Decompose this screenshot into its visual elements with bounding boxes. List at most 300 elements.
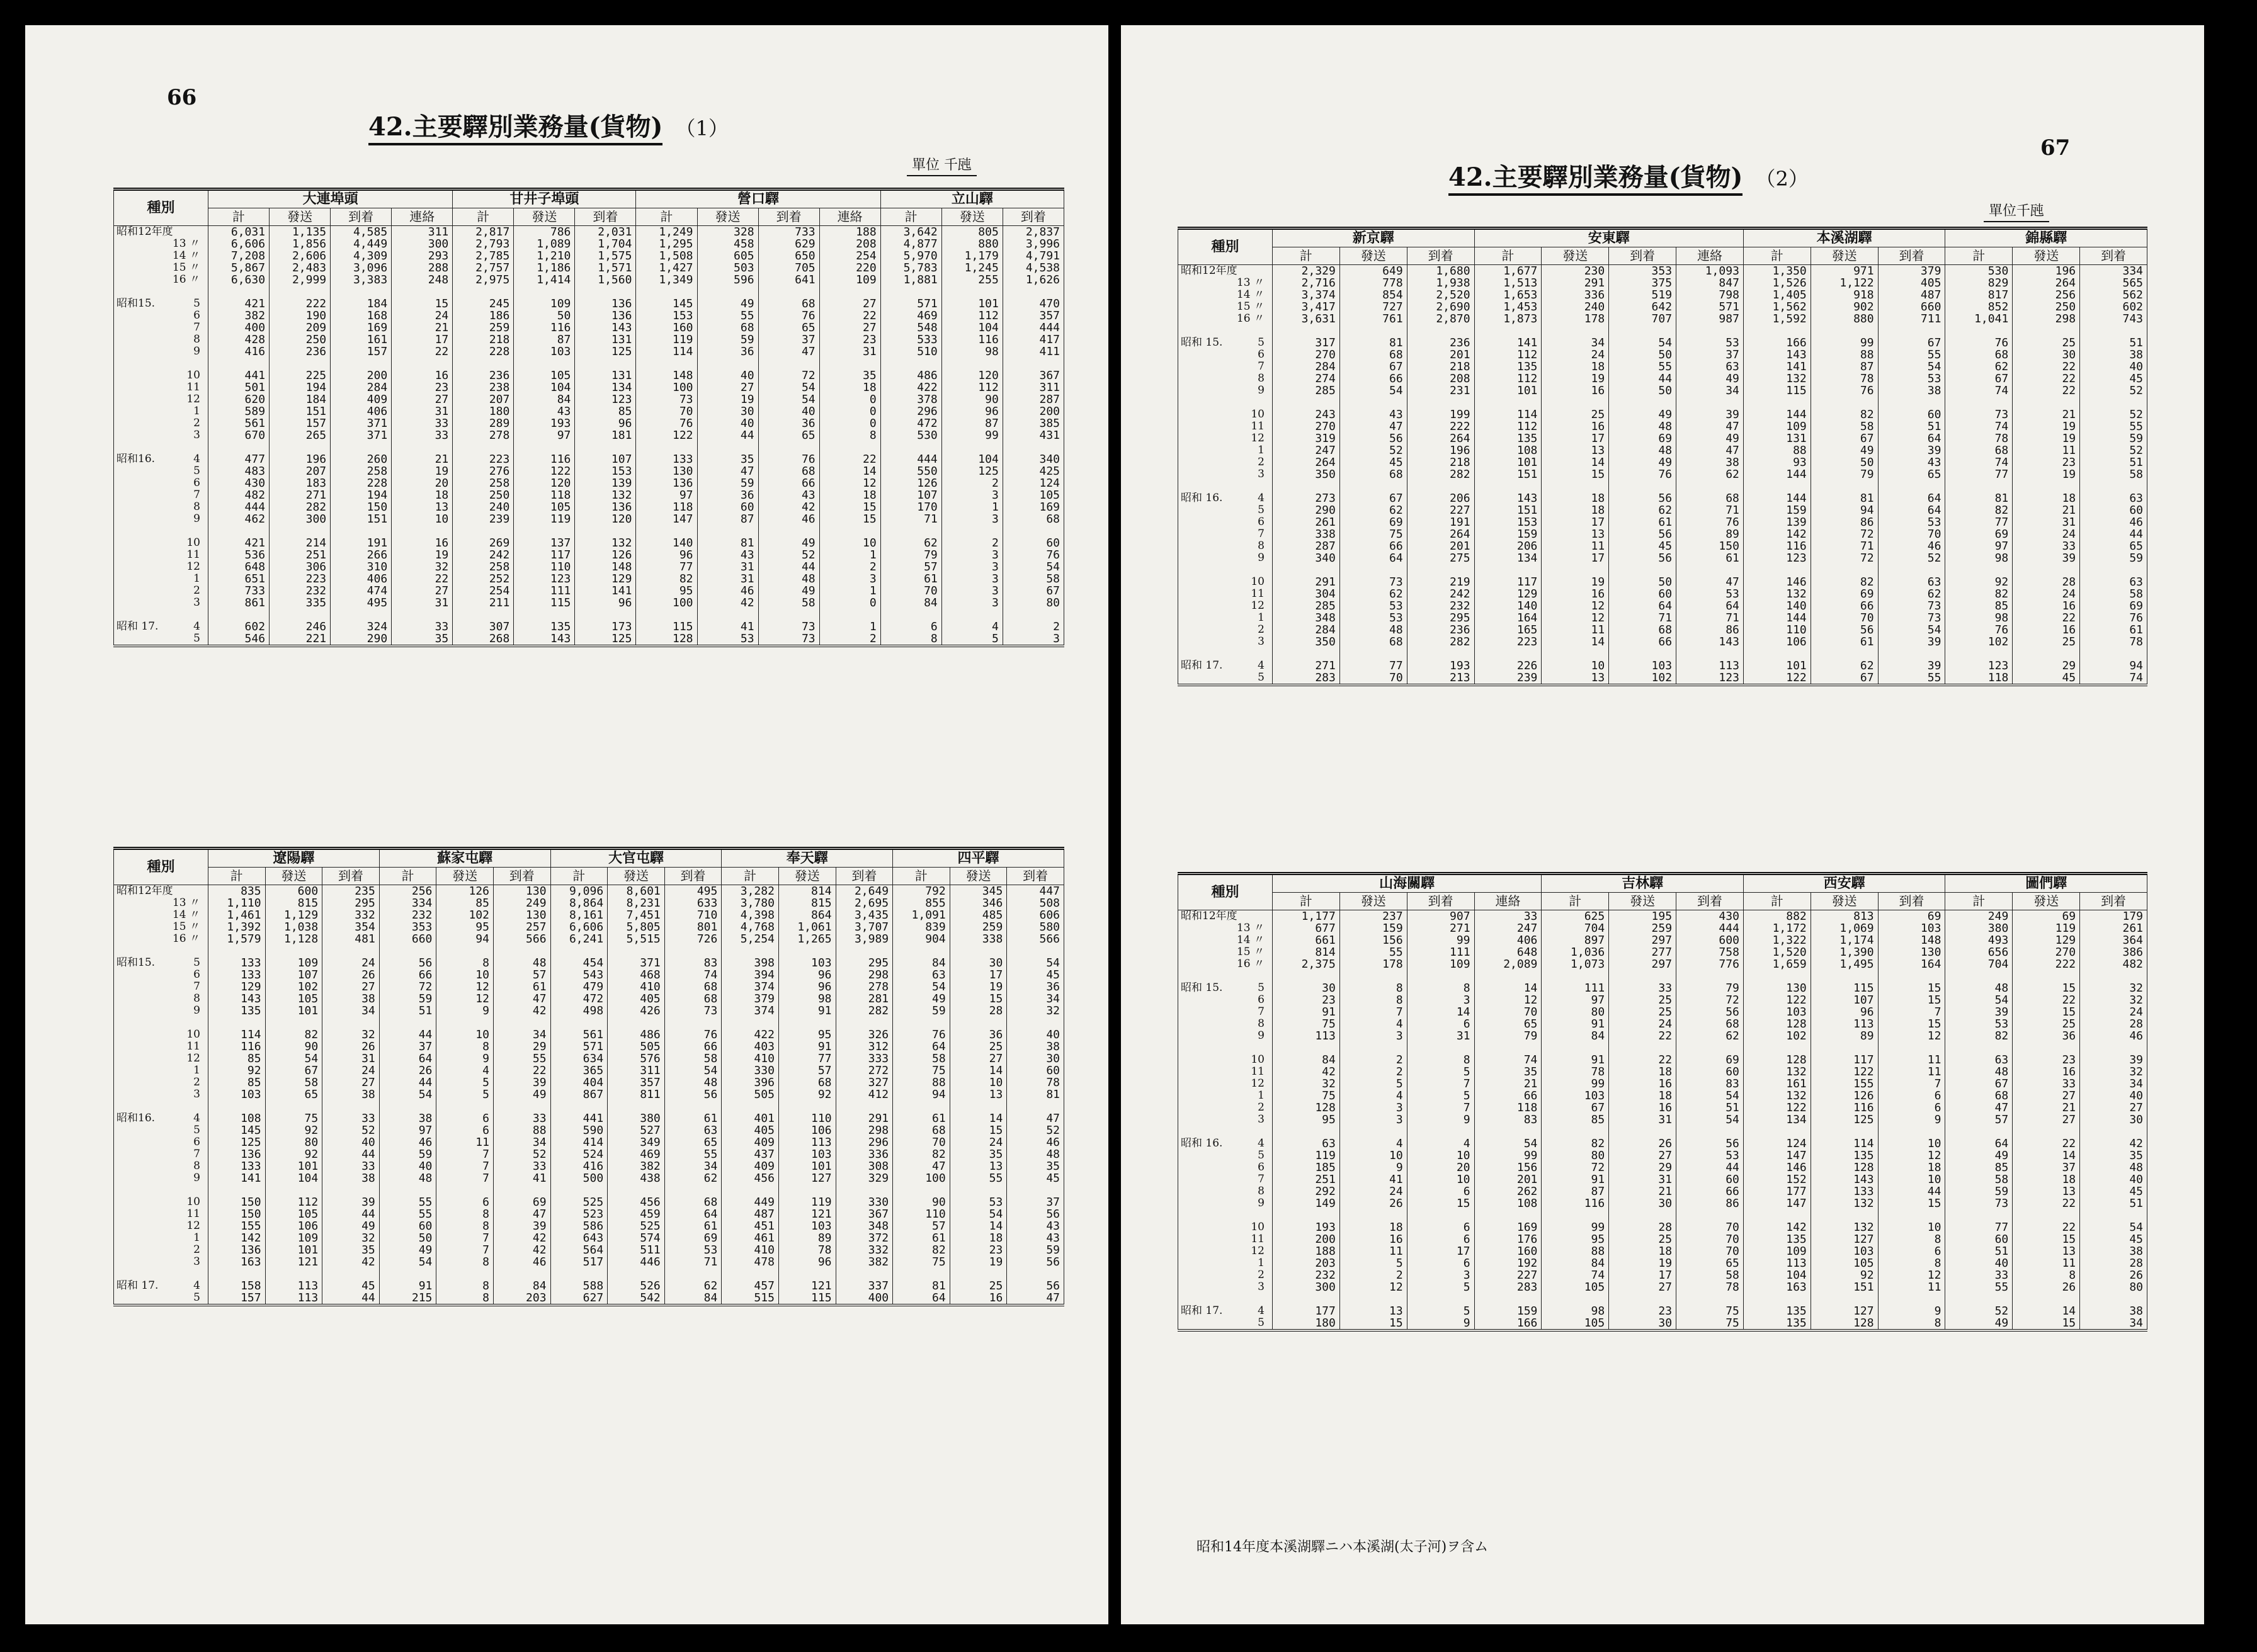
column-header: 發送 [270, 208, 331, 226]
value-cell: 1,038 [265, 921, 322, 933]
value-cell: 185 [1273, 1162, 1340, 1174]
value-cell: 170 [880, 501, 941, 513]
value-cell: 77 [1945, 468, 2013, 480]
value-cell: 46 [2080, 516, 2147, 528]
value-cell: 472 [880, 417, 941, 429]
empty-cell [836, 1100, 893, 1112]
value-cell: 99 [941, 429, 1003, 441]
column-header: 發送 [436, 868, 494, 885]
value-cell: 72 [379, 981, 436, 993]
value-cell: 27 [2013, 1114, 2080, 1126]
value-cell: 156 [1474, 1162, 1542, 1174]
value-cell: 47 [1676, 576, 1744, 588]
value-cell: 550 [880, 465, 941, 477]
month-label: 7 [1258, 1006, 1265, 1018]
value-cell: 1,350 [1743, 265, 1811, 278]
value-cell: 40 [1945, 1257, 2013, 1269]
value-cell: 105 [1811, 1257, 1878, 1269]
value-cell: 120 [514, 477, 575, 489]
value-cell: 32 [322, 1232, 380, 1244]
value-cell: 28 [1609, 1221, 1676, 1233]
value-cell: 119 [514, 513, 575, 525]
value-cell: 24 [322, 1065, 380, 1077]
value-cell: 3 [1407, 1269, 1474, 1281]
value-cell: 2 [819, 561, 880, 573]
value-cell: 62 [1945, 361, 2013, 373]
value-cell: 43 [1339, 409, 1407, 421]
empty-cell [1542, 1293, 1609, 1305]
value-cell: 458 [697, 238, 758, 250]
value-cell: 76 [1609, 468, 1676, 480]
value-cell: 116 [1811, 1102, 1878, 1114]
value-cell: 33 [1945, 1269, 2013, 1281]
value-cell: 141 [1743, 361, 1811, 373]
empty-cell [1003, 358, 1064, 370]
empty-cell [550, 1184, 608, 1196]
value-cell: 600 [265, 885, 322, 898]
value-cell: 5,970 [880, 250, 941, 262]
value-cell: 50 [1609, 385, 1676, 397]
value-cell: 17 [1542, 516, 1609, 528]
value-cell: 114 [208, 1029, 266, 1041]
value-cell: 109 [265, 1232, 322, 1244]
table-row [1178, 385, 2147, 397]
empty-cell [265, 1100, 322, 1112]
empty-cell [1273, 480, 1340, 492]
value-cell: 56 [1609, 552, 1676, 564]
value-cell: 133 [208, 1160, 266, 1172]
period-label [1178, 1054, 1273, 1066]
empty-cell [1878, 397, 1945, 409]
empty-cell [950, 1184, 1007, 1196]
value-cell: 22 [819, 310, 880, 322]
value-cell: 191 [1407, 516, 1474, 528]
value-cell: 24 [1542, 349, 1609, 361]
value-cell: 311 [392, 226, 453, 239]
empty-cell [270, 441, 331, 453]
value-cell: 1,349 [636, 274, 697, 286]
value-cell: 21 [2013, 504, 2080, 516]
month-label: 8 [1258, 373, 1265, 385]
value-cell: 222 [270, 298, 331, 310]
value-cell: 124 [1743, 1138, 1811, 1150]
value-cell: 410 [722, 1244, 779, 1256]
value-cell: 80 [265, 1136, 322, 1148]
value-cell: 375 [1609, 277, 1676, 289]
value-cell: 58 [2080, 468, 2147, 480]
value-cell: 1,245 [941, 262, 1003, 274]
value-cell: 64 [1609, 600, 1676, 612]
value-cell: 44 [758, 561, 819, 573]
value-cell: 29 [2013, 660, 2080, 672]
value-cell: 91 [778, 1005, 836, 1017]
value-cell: 16 [1339, 1233, 1407, 1245]
month-label: 16 〃 [1236, 958, 1265, 970]
empty-cell [1273, 1042, 1340, 1054]
value-cell: 84 [893, 957, 950, 969]
value-cell: 517 [550, 1256, 608, 1268]
column-header: 到着 [322, 868, 380, 885]
value-cell: 42 [493, 1244, 550, 1256]
table-row [1178, 934, 2147, 946]
empty-cell [1407, 1209, 1474, 1221]
value-cell: 33 [2013, 540, 2080, 552]
value-cell: 105 [1542, 1281, 1609, 1293]
row-header: 種別 [1178, 874, 1273, 910]
value-cell: 91 [1542, 1174, 1609, 1185]
value-cell: 51 [379, 1005, 436, 1017]
spacer-row [114, 286, 1064, 298]
empty-cell [1474, 970, 1542, 982]
value-cell: 525 [550, 1196, 608, 1208]
value-cell: 108 [208, 1112, 266, 1124]
value-cell: 32 [392, 561, 453, 573]
value-cell: 34 [1007, 993, 1064, 1005]
value-cell: 411 [1003, 346, 1064, 358]
empty-cell [1878, 1293, 1945, 1305]
value-cell: 7 [436, 1244, 494, 1256]
value-cell: 107 [1811, 994, 1878, 1006]
value-cell: 104 [265, 1172, 322, 1184]
value-cell: 76 [1811, 385, 1878, 397]
value-cell: 35 [1007, 1160, 1064, 1172]
value-cell: 44 [1609, 373, 1676, 385]
value-cell: 649 [1339, 265, 1407, 278]
value-cell: 61 [664, 1112, 722, 1124]
value-cell: 80 [1542, 1150, 1609, 1162]
empty-cell [1878, 1126, 1945, 1138]
era-label: 昭和 17. [117, 621, 159, 633]
value-cell: 2,690 [1407, 301, 1474, 313]
value-cell: 297 [1609, 958, 1676, 970]
value-cell: 73 [1945, 1197, 2013, 1209]
value-cell: 51 [2080, 456, 2147, 468]
value-cell: 2,329 [1273, 265, 1340, 278]
value-cell: 26 [322, 969, 380, 981]
value-cell: 324 [331, 621, 392, 633]
value-cell: 33 [322, 1112, 380, 1124]
value-cell: 15 [2013, 1233, 2080, 1245]
empty-cell [893, 1017, 950, 1029]
column-header: 發送 [265, 868, 322, 885]
table-row [1178, 1090, 2147, 1102]
empty-cell [2013, 648, 2080, 660]
value-cell: 306 [270, 561, 331, 573]
value-cell: 237 [1339, 910, 1407, 923]
month-label: 1 [193, 1232, 200, 1244]
value-cell: 265 [270, 429, 331, 441]
value-cell: 141 [575, 585, 636, 597]
value-cell: 69 [664, 1232, 722, 1244]
empty-cell [1609, 1209, 1676, 1221]
value-cell: 55 [2080, 421, 2147, 433]
value-cell: 68 [1676, 492, 1744, 504]
table-row [1178, 456, 2147, 468]
value-cell: 670 [208, 429, 270, 441]
value-cell: 85 [1945, 600, 2013, 612]
value-cell: 1,938 [1407, 277, 1474, 289]
period-label [114, 1172, 208, 1184]
value-cell: 113 [265, 1292, 322, 1305]
value-cell: 117 [1811, 1054, 1878, 1066]
value-cell: 102 [436, 909, 494, 921]
value-cell: 2,757 [453, 262, 514, 274]
value-cell: 258 [453, 477, 514, 489]
value-cell: 54 [1339, 385, 1407, 397]
value-cell: 60 [2080, 504, 2147, 516]
value-cell: 127 [1811, 1233, 1878, 1245]
value-cell: 132 [575, 537, 636, 549]
value-cell: 94 [436, 933, 494, 945]
value-cell: 57 [880, 561, 941, 573]
value-cell: 95 [1273, 1114, 1340, 1126]
value-cell: 74 [2080, 672, 2147, 685]
month-label: 7 [1258, 361, 1265, 373]
table-row [114, 1232, 1064, 1244]
table-row [1178, 409, 2147, 421]
value-cell: 40 [697, 417, 758, 429]
value-cell: 23 [819, 334, 880, 346]
value-cell: 206 [1474, 540, 1542, 552]
empty-cell [1273, 970, 1340, 982]
value-cell: 61 [893, 1232, 950, 1244]
value-cell: 105 [265, 1208, 322, 1220]
value-cell: 82 [636, 573, 697, 585]
value-cell: 7 [436, 1160, 494, 1172]
empty-cell [1542, 1209, 1609, 1221]
page-number: 67 [2040, 135, 2071, 161]
value-cell: 22 [2013, 373, 2080, 385]
value-cell: 84 [880, 597, 941, 609]
month-label: 7 [1258, 1174, 1265, 1185]
spacer-row [1178, 480, 2147, 492]
value-cell: 335 [270, 597, 331, 609]
period-label [114, 1112, 208, 1124]
value-cell: 530 [880, 429, 941, 441]
value-cell: 228 [331, 477, 392, 489]
value-cell: 3,282 [722, 885, 779, 898]
value-cell: 49 [893, 993, 950, 1005]
period-label [114, 513, 208, 525]
period-label [1178, 492, 1273, 504]
value-cell: 113 [778, 1136, 836, 1148]
value-cell: 54 [664, 1065, 722, 1077]
value-cell: 11 [1878, 1054, 1945, 1066]
empty-cell [1474, 397, 1542, 409]
value-cell: 56 [1676, 1006, 1744, 1018]
value-cell: 5,783 [880, 262, 941, 274]
value-cell: 75 [1676, 1317, 1744, 1330]
value-cell: 42 [2080, 1138, 2147, 1150]
empty-cell [1178, 1209, 1273, 1221]
value-cell: 0 [819, 597, 880, 609]
value-cell: 117 [514, 549, 575, 561]
table-row [1178, 910, 2147, 923]
column-header: 計 [1743, 893, 1811, 910]
station-header: 山海關驛 [1273, 874, 1542, 893]
value-cell: 92 [1811, 1269, 1878, 1281]
period-label [114, 429, 208, 441]
empty-cell [322, 1268, 380, 1280]
empty-cell [758, 441, 819, 453]
value-cell: 155 [208, 1220, 266, 1232]
value-cell: 70 [1878, 528, 1945, 540]
value-cell: 67 [1003, 585, 1064, 597]
period-label [114, 453, 208, 465]
value-cell: 18 [2013, 1174, 2080, 1185]
value-cell: 56 [1811, 624, 1878, 636]
value-cell: 33 [392, 417, 453, 429]
table-row [114, 585, 1064, 597]
value-cell: 47 [1676, 421, 1744, 433]
value-cell: 472 [550, 993, 608, 1005]
value-cell: 23 [392, 382, 453, 393]
month-label: 5 [193, 465, 200, 477]
value-cell: 19 [1542, 373, 1609, 385]
value-cell: 14 [950, 1220, 1007, 1232]
value-cell: 338 [1273, 528, 1340, 540]
value-cell: 7 [1878, 1078, 1945, 1090]
empty-cell [1542, 325, 1609, 337]
value-cell: 707 [1609, 313, 1676, 325]
value-cell: 88 [1811, 349, 1878, 361]
value-cell: 242 [453, 549, 514, 561]
value-cell: 79 [1676, 982, 1744, 994]
value-cell: 36 [697, 489, 758, 501]
month-label: 13 〃 [172, 238, 200, 250]
month-label: 5 [193, 1124, 200, 1136]
value-cell: 49 [493, 1089, 550, 1100]
value-cell: 68 [758, 465, 819, 477]
column-header: 發送 [941, 208, 1003, 226]
column-header: 計 [1273, 893, 1340, 910]
value-cell: 232 [379, 909, 436, 921]
empty-cell [778, 945, 836, 957]
table-row [114, 334, 1064, 346]
period-label [1178, 1233, 1273, 1245]
empty-cell [836, 1184, 893, 1196]
value-cell: 3 [941, 549, 1003, 561]
value-cell: 27 [950, 1053, 1007, 1065]
month-label: 6 [193, 310, 200, 322]
value-cell: 103 [514, 346, 575, 358]
value-cell: 97 [1945, 540, 2013, 552]
month-label: 9 [193, 1172, 200, 1184]
value-cell: 76 [636, 417, 697, 429]
value-cell: 77 [1339, 660, 1407, 672]
value-cell: 1 [819, 549, 880, 561]
value-cell: 82 [1811, 409, 1878, 421]
value-cell: 250 [270, 334, 331, 346]
spacer-row [114, 1184, 1064, 1196]
value-cell: 33 [493, 1160, 550, 1172]
value-cell: 42 [322, 1256, 380, 1268]
period-label [114, 933, 208, 945]
value-cell: 1,508 [636, 250, 697, 262]
value-cell: 77 [1945, 516, 2013, 528]
empty-cell [1609, 397, 1676, 409]
value-cell: 271 [1273, 660, 1340, 672]
value-cell: 400 [208, 322, 270, 334]
period-label [1178, 1006, 1273, 1018]
table-row [114, 250, 1064, 262]
empty-cell [1339, 648, 1407, 660]
value-cell: 36 [697, 346, 758, 358]
period-label [114, 1005, 208, 1017]
value-cell: 140 [636, 537, 697, 549]
value-cell: 60 [697, 501, 758, 513]
table-row [1178, 492, 2147, 504]
value-cell: 50 [1609, 576, 1676, 588]
value-cell: 508 [1007, 897, 1064, 909]
month-label: 12 [1251, 1245, 1265, 1257]
value-cell: 64 [1878, 504, 1945, 516]
value-cell: 24 [392, 310, 453, 322]
empty-cell [208, 1184, 266, 1196]
value-cell: 47 [758, 346, 819, 358]
value-cell: 345 [950, 885, 1007, 898]
column-header: 計 [208, 868, 266, 885]
value-cell: 25 [1609, 1006, 1676, 1018]
value-cell: 801 [664, 921, 722, 933]
value-cell: 218 [1407, 456, 1474, 468]
value-cell: 130 [636, 465, 697, 477]
value-cell: 792 [893, 885, 950, 898]
value-cell: 54 [1878, 624, 1945, 636]
value-cell: 431 [1003, 429, 1064, 441]
period-label [1178, 1090, 1273, 1102]
value-cell: 247 [1273, 444, 1340, 456]
month-label: 2 [1258, 456, 1265, 468]
value-cell: 414 [550, 1136, 608, 1148]
value-cell: 278 [453, 429, 514, 441]
value-cell: 46 [493, 1256, 550, 1268]
value-cell: 223 [453, 453, 514, 465]
value-cell: 55 [1339, 946, 1407, 958]
month-label: 7 [1258, 528, 1265, 540]
value-cell: 135 [514, 621, 575, 633]
period-label [114, 1148, 208, 1160]
value-cell: 44 [322, 1292, 380, 1305]
value-cell: 144 [1743, 492, 1811, 504]
value-cell: 22 [392, 573, 453, 585]
value-cell: 817 [1945, 289, 2013, 301]
value-cell: 90 [941, 393, 1003, 405]
empty-cell [1609, 970, 1676, 982]
table-row [114, 1280, 1064, 1292]
value-cell: 63 [1676, 361, 1744, 373]
value-cell: 161 [1743, 1078, 1811, 1090]
table-row [114, 957, 1064, 969]
value-cell: 97 [1542, 994, 1609, 1006]
month-label: 9 [193, 513, 200, 525]
column-header: 計 [1945, 247, 2013, 265]
value-cell: 112 [941, 382, 1003, 393]
value-cell: 36 [2013, 1030, 2080, 1042]
empty-cell [1743, 325, 1811, 337]
value-cell: 73 [1878, 600, 1945, 612]
empty-cell [1407, 325, 1474, 337]
value-cell: 251 [1273, 1174, 1340, 1185]
table-row [114, 885, 1064, 898]
table-row [1178, 516, 2147, 528]
value-cell: 68 [664, 981, 722, 993]
value-cell: 122 [636, 429, 697, 441]
column-header: 計 [1474, 247, 1542, 265]
value-cell: 861 [208, 597, 270, 609]
value-cell: 12 [436, 993, 494, 1005]
value-cell: 40 [2080, 1174, 2147, 1185]
